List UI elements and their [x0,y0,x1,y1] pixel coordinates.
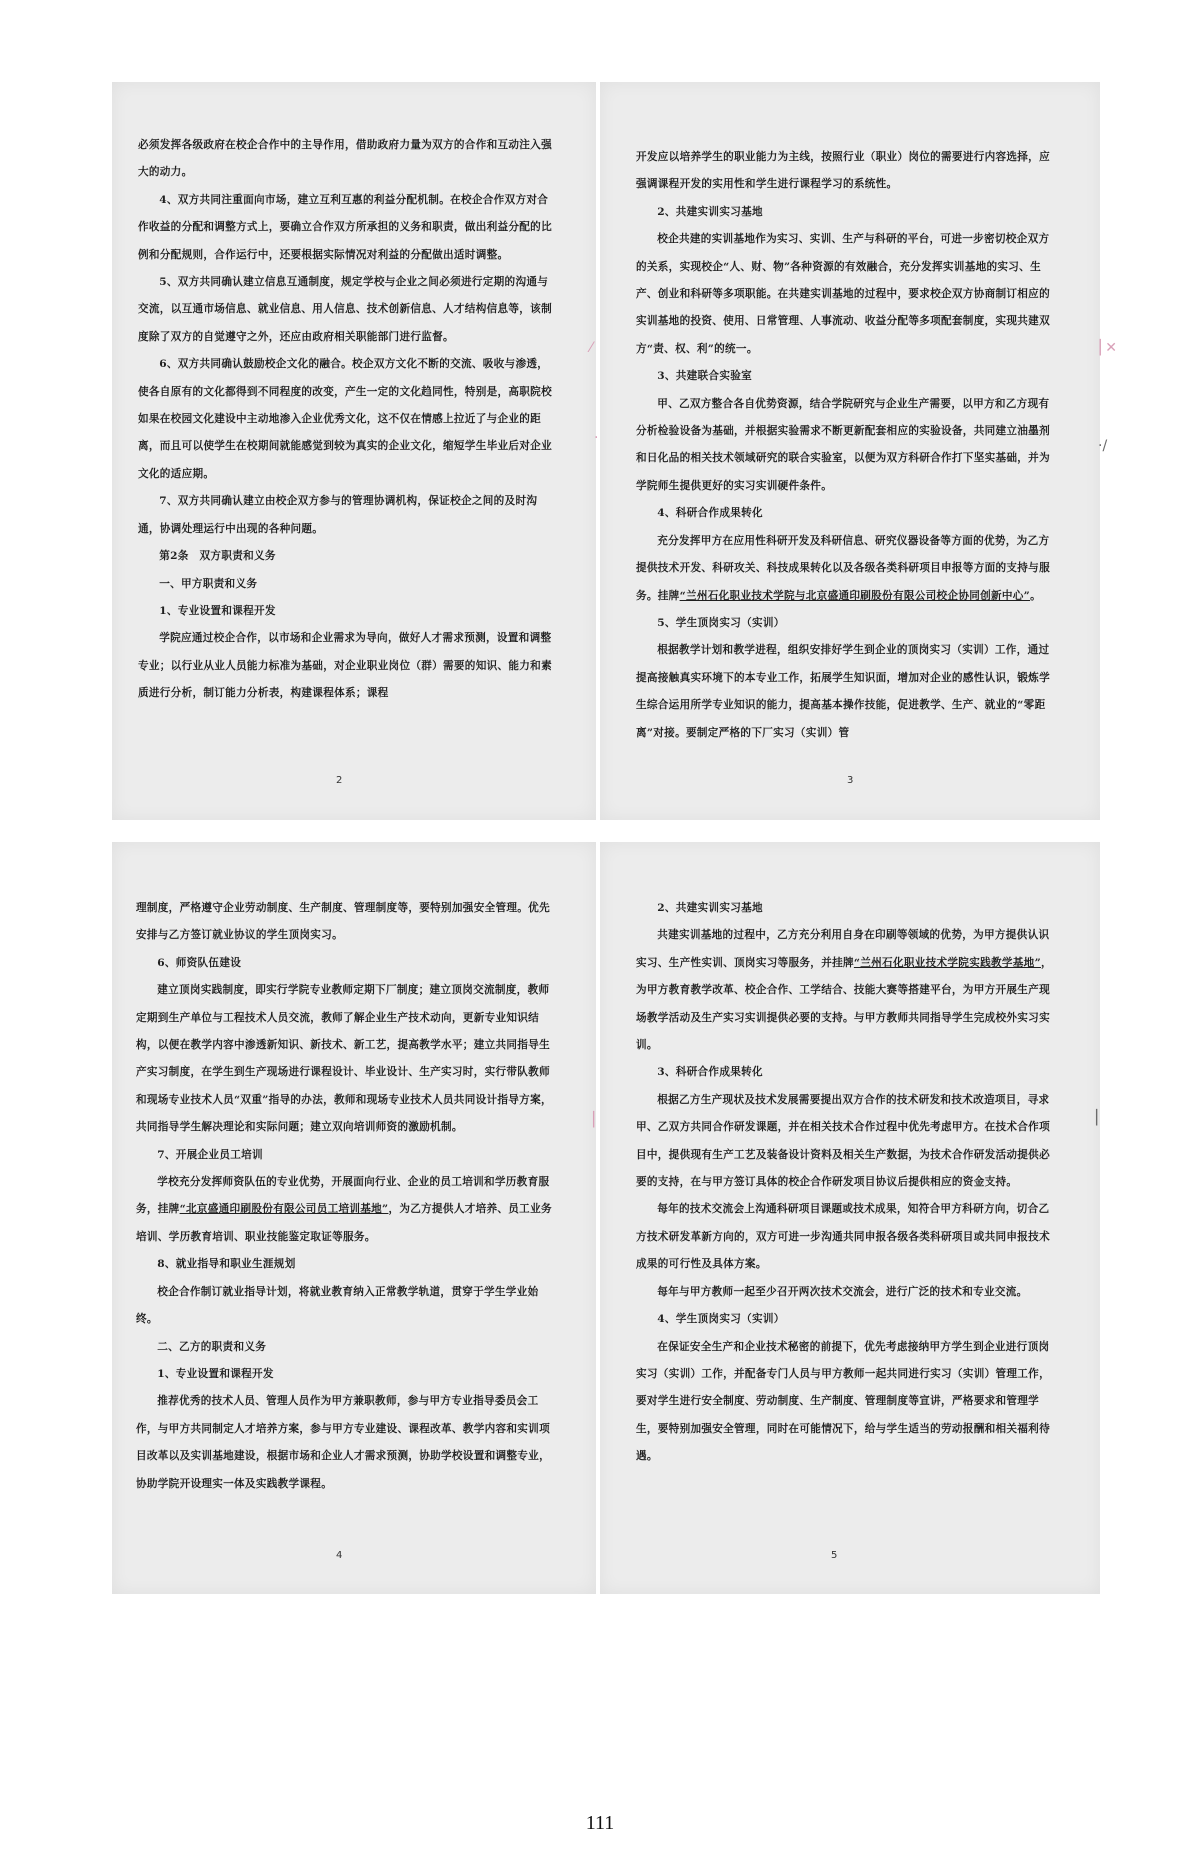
document-page-5 [636,895,1058,1471]
paragraph-text: 校企共建的实训基地作为实习、实训、生产与科研的平台，可进一步密切校企双方的关系，实现校企“人、财、物”各种资源的有效融合，充分发挥实训基地的实习、生产、创业和科研等多项职能。在共建实训基地的过程中，要求校企双方协商制订相应的实训基地的投资、使用、日常管理、人事流动、收益分配等多项配套制度，实现共建双方“责、权、利”的统一。 [636,233,1050,355]
paragraph-text: 1、专业设置和课程开发 [159,604,276,617]
paragraph [636,391,1058,501]
paragraph-text: 每年的技术交流会上沟通科研项目课题或技术成果，知符合甲方科研方向，切合乙方技术研发革新方向的，双方可进一步沟通共同申报各级各类科研项目或共同申报技术成果的可行性及具体方案。 [636,1203,1050,1271]
paragraph [636,500,1058,527]
scan-mark-right-edge-bottom: ▏ [1096,1110,1107,1126]
paragraph-text: 必须发挥各级政府在校企合作中的主导作用，借助政府力量为双方的合作和互动注入强大的动力。 [138,139,552,179]
paragraph [136,1334,558,1361]
paragraph-text: 推荐优秀的技术人员、管理人员作为甲方兼职教师，参与甲方专业指导委员会工作，与甲方共同制定人才培养方案，参与甲方专业建设、课程改革、教学内容和实训项目改革以及实训基地建设，根据市场和企业人才需求预测，协助学校设置和调整专业，协助学院开设理实一体及实践教学课程。 [136,1395,550,1490]
paragraph-text: 7、开展企业员工培训 [157,1148,263,1161]
paragraph-text: 7、双方共同确认建立由校企双方参与的管理协调机构，保证校企之间的及时沟通，协调处理运行中出现的各种问题。 [138,495,538,535]
page-number: 5 [831,1550,838,1561]
paragraph [636,528,1058,610]
paragraph-text: 二、乙方的职责和义务 [157,1340,267,1353]
paragraph-text: 共建实训基地的过程中，乙方充分利用自身在印刷等领域的优势，为甲方提供认识实习、生产性实训、顶岗实习等服务，并挂牌 [636,929,1050,969]
paragraph-text: 在保证安全生产和企业技术秘密的前提下，优先考虑接纳甲方学生到企业进行顶岗实习（实训）工作，并配备专门人员与甲方教师一起共同进行实习（实训）管理工作，要对学生进行安全制度、劳动制度、生产制度、管理制度等宣讲，严格要求和管理学生，要特别加强安全管理，同时在可能情况下，给与学生适当的劳动报酬和相关福利待遇。 [636,1340,1050,1463]
document-page-4 [136,895,558,1498]
paragraph-text: 甲、乙双方整合各自优势资源，结合学院研究与企业生产需要，以甲方和乙方现有分析检验设备为基础，并根据实验需求不断更新配套相应的实验设备，共同建立油墨剂和日化品的相关技术领域研究的联合实验室，以便为双方科研合作打下坚实基础，并为学院师生提供更好的实习实训硬件条件。 [636,397,1050,492]
paragraph [138,187,558,269]
paragraph [636,1306,1058,1333]
paragraph-text: 理制度，严格遵守企业劳动制度、生产制度、管理制度等，要特别加强安全管理。优先安排与乙方签订就业协议的学生顶岗实习。 [136,902,550,942]
paragraph-text: 校企合作制订就业指导计划，将就业教育纳入正常教学轨道，贯穿于学生学业始终。 [136,1285,539,1326]
paragraph [636,922,1058,1059]
paragraph [636,226,1058,363]
page-number: 4 [336,1550,343,1561]
paragraph-text: 。 [1030,589,1041,602]
paragraph [136,950,558,977]
underlined-text: “兰州石化职业技术学院与北京盛通印刷股份有限公司校企协同创新中心” [679,589,1031,602]
paragraph [636,1279,1058,1306]
paragraph-text: 1、专业设置和课程开发 [157,1367,274,1380]
paragraph [136,1251,558,1278]
paragraph [636,363,1058,390]
paragraph [136,1169,558,1251]
paragraph-text: 根据教学计划和教学进程，组织安排好学生到企业的顶岗实习（实训）工作，通过提高接触真实环境下的本专业工作，拓展学生知识面，增加对企业的感性认识，锻炼学生综合运用所学专业知识的能力，提高基本操作技能，促进教学、生产、就业的“零距离”对接。要制定严格的下厂实习（实训）管 [636,644,1050,739]
paragraph-text: 6、双方共同确认鼓励校企文化的融合。校企双方文化不断的交流、吸收与渗透，使各自原有的文化都得到不同程度的改变，产生一定的文化趋同性，特别是，高职院校如果在校园文化建设中主动地渗入企业优秀文化，这不仅在情感上拉近了与企业的距离，而且可以使学生在校期间就能感觉到较为真实的企业文化，缩短学生毕业后对企业文化的适应期。 [138,358,552,480]
scan-mark-right-edge: ·/ [1098,438,1108,454]
paragraph-text: 3、共建联合实验室 [657,370,753,383]
paragraph-text: 2、共建实训实习基地 [657,902,763,914]
paragraph [636,1087,1058,1197]
paragraph-text: 4、双方共同注重面向市场，建立互利互惠的利益分配机制。在校企合作双方对合作收益的分配和调整方式上，要确立合作双方所承担的义务和职责，做出利益分配的比例和分配规则，合作运行中，还要根据实际情况对利益的分配做出适时调整。 [138,193,552,261]
scan-mark-binding-top-2: · [594,430,599,446]
footer-page-number: 111 [585,1812,615,1834]
paragraph [636,1059,1058,1086]
paragraph-text: 5、双方共同确认建立信息互通制度，规定学校与企业之间必须进行定期的沟通与交流，以互通市场信息、就业信息、用人信息、技术创新信息、人才结构信息等，该制度除了双方的自觉遵守之外，还应由政府相关职能部门进行监督。 [138,276,552,343]
paragraph [136,895,558,950]
paragraph [138,625,558,707]
paragraph-text: 每年与甲方教师一起至少召开两次技术交流会，进行广泛的技术和专业交流。 [657,1285,1028,1298]
paragraph [138,598,558,625]
paragraph-text: ，为乙方提供人才培养、员工业务培训、学历教育培训、职业技能鉴定取证等服务。 [136,1203,552,1243]
paragraph [136,1388,558,1498]
paragraph-text: ，为甲方教育教学改革、校企合作、工学结合、技能大赛等搭建平台，为甲方开展生产现场教学活动及生产实习实训提供必要的支持。与甲方教师共同指导学生完成校外实习实训。 [636,956,1052,1052]
paragraph [636,144,1058,199]
paragraph-text: 一、甲方职责和义务 [159,577,258,590]
paragraph-text: 根据乙方生产现状及技术发展需要提出双方合作的技术研发和技术改造项目，寻求甲、乙双方共同合作研发课题，并在相关技术合作过程中优先考虑甲方。在技术合作项目中，提供现有生产工艺及装备设计资料及相关生产数据，为技术合作研发活动提供必要的支持，在与甲方签订具体的校企合作研发项目协议后提供相应的资金支持。 [636,1093,1050,1189]
paragraph-text: 4、科研合作成果转化 [657,507,763,520]
page-number: 2 [336,775,343,786]
paragraph [636,610,1058,637]
paragraph-text: 5、学生顶岗实习（实训） [657,616,785,629]
paragraph [136,1361,558,1388]
scan-mark-binding-bottom: ▏ [593,1112,604,1128]
paragraph-text: 6、师资队伍建设 [157,956,242,969]
paragraph [636,637,1058,747]
paragraph-text: 充分发挥甲方在应用性科研开发及科研信息、研究仪器设备等方面的优势，为乙方提供技术开发、科研攻关、科技成果转化以及各级各类科研项目申报等方面的支持与服务。挂牌 [636,534,1050,602]
paragraph [138,351,558,488]
paragraph [636,1334,1058,1471]
document-page-2 [138,132,558,708]
document-page-3 [636,144,1058,747]
paragraph [138,269,558,351]
paragraph [636,895,1058,922]
scan-mark-stamp-right: ▕ ✕ [1090,340,1117,356]
paragraph-text: 建立顶岗实践制度，即实行学院专业教师定期下厂制度；建立顶岗交流制度，教师定期到生产单位与工程技术人员交流，教师了解企业生产技术动向，更新专业知识结构，以便在教学内容中渗透新知识、新技术、新工艺，提高教学水平；建立共同指导生产实习制度，在学生到生产现场进行课程设计、毕业设计、生产实习时，实行带队教师和现场专业技术人员“双重”指导的办法，教师和现场专业技术人员共同设计指导方案，共同指导学生解决理论和实际问题；建立双向培训师资的激励机制。 [136,984,552,1134]
paragraph-text: 学院应通过校企合作，以市场和企业需求为导向，做好人才需求预测，设置和调整专业；以行业从业人员能力标准为基础，对企业职业岗位（群）需要的知识、能力和素质进行分析，制订能力分析表，构建课程体系；课程 [138,632,552,700]
paragraph [138,543,558,570]
paragraph [136,1279,558,1334]
underlined-text: “兰州石化职业技术学院实践教学基地” [853,956,1041,969]
paragraph [138,132,558,187]
paragraph-text: 4、学生顶岗实习（实训） [657,1313,785,1326]
page-number: 3 [847,775,854,786]
paragraph-text: 2、共建实训实习基地 [657,205,763,218]
paragraph-text: 3、科研合作成果转化 [657,1066,763,1079]
underlined-text: “北京盛通印刷股份有限公司员工培训基地” [179,1203,389,1216]
scan-mark-binding-top: ⁄ [590,340,593,356]
paragraph [136,1142,558,1169]
paragraph-text: 开发应以培养学生的职业能力为主线，按照行业（职业）岗位的需要进行内容选择，应强调课程开发的实用性和学生进行课程学习的系统性。 [636,151,1050,191]
paragraph-text: 8、就业指导和职业生涯规划 [157,1258,296,1271]
paragraph-text: 学校充分发挥师资队伍的专业优势，开展面向行业、企业的员工培训和学历教育服务，挂牌 [136,1176,550,1216]
paragraph-text: 第2条 双方职责和义务 [159,550,276,563]
paragraph [138,488,558,543]
paragraph [636,199,1058,226]
paragraph [636,1196,1058,1278]
paragraph [136,977,558,1141]
paragraph [138,571,558,598]
